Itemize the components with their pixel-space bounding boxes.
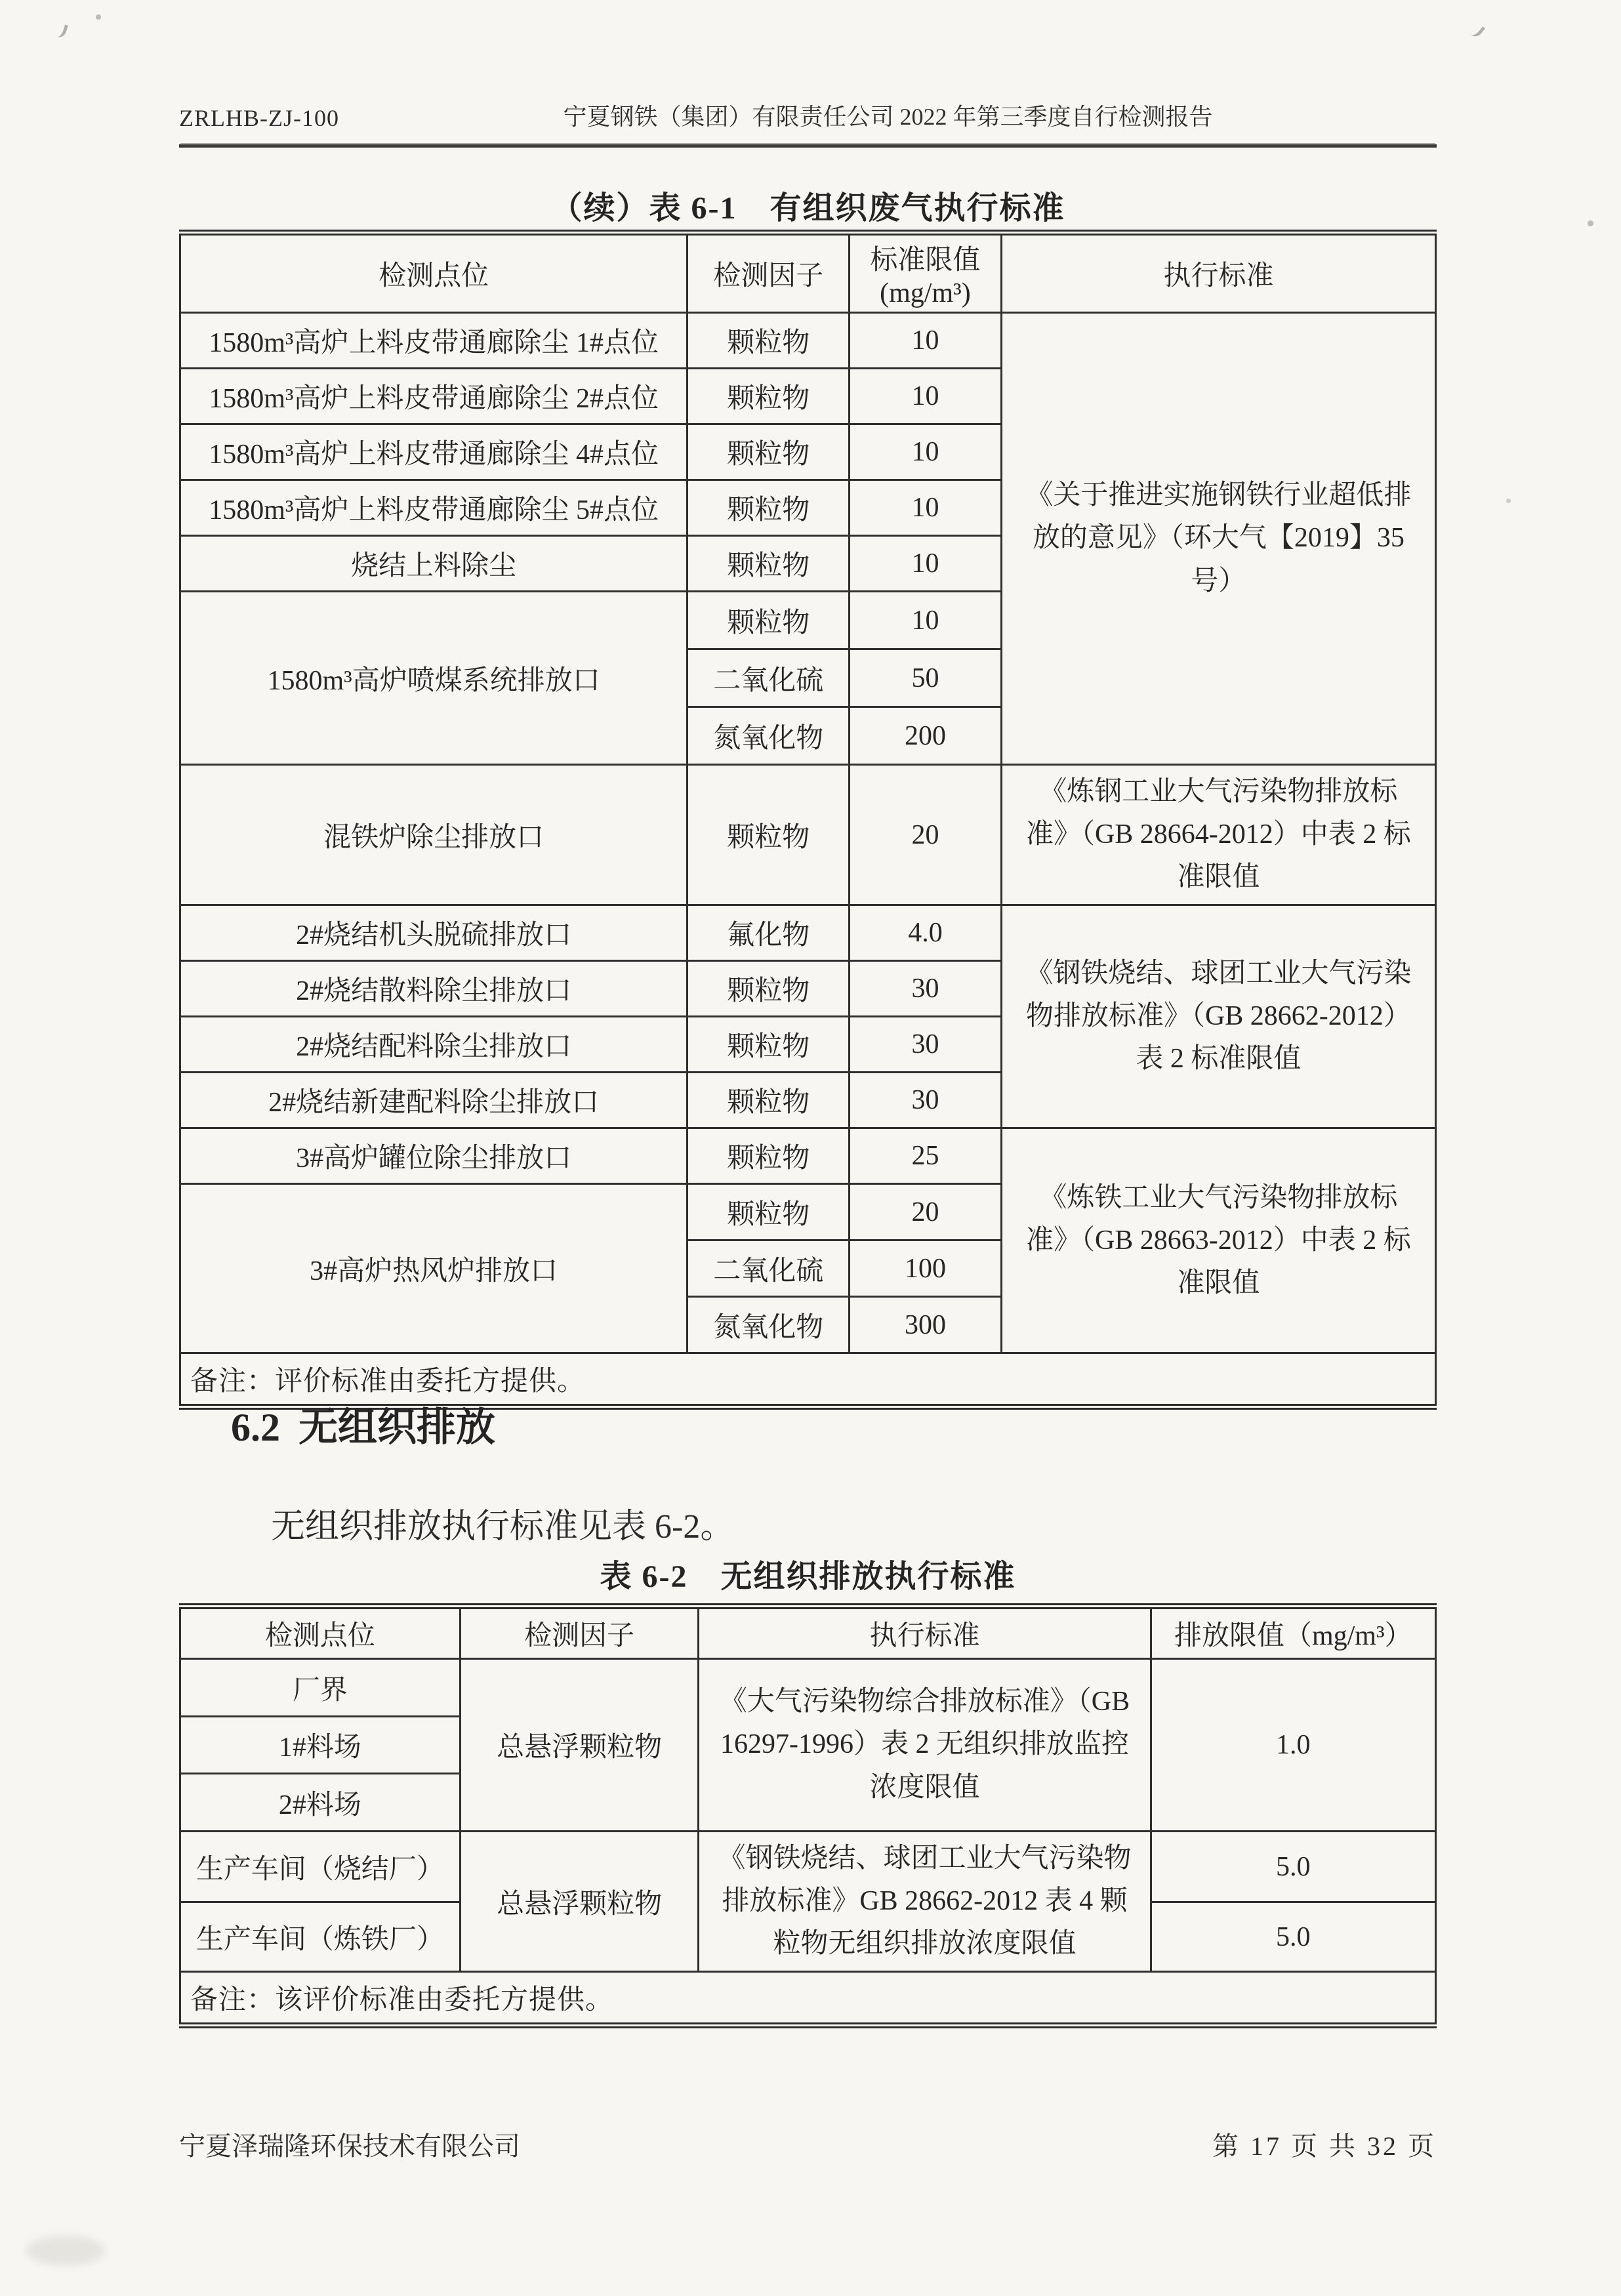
limit-cell: 10 bbox=[850, 424, 1002, 480]
scan-artifact bbox=[1506, 499, 1511, 503]
limit-cell: 30 bbox=[850, 1017, 1002, 1073]
factor-cell: 氮氧化物 bbox=[687, 707, 850, 765]
table-header-row bbox=[180, 1607, 1436, 1659]
table1-title: （续）表 6-1 有组织废气执行标准 bbox=[550, 191, 1065, 226]
factor-cell: 颗粒物 bbox=[687, 1017, 850, 1073]
report-title: 宁夏钢铁（集团）有限责任公司 2022 年第三季度自行检测报告 bbox=[563, 104, 1213, 130]
factor-cell: 颗粒物 bbox=[687, 536, 850, 592]
column-header-point: 检测点位 bbox=[180, 1607, 461, 1659]
point-cell: 1580m³高炉上料皮带通廊除尘 5#点位 bbox=[180, 480, 687, 536]
scan-artifact bbox=[96, 14, 101, 20]
factor-cell: 颗粒物 bbox=[687, 765, 850, 905]
table-row bbox=[180, 905, 1436, 961]
document-code: ZRLHB-ZJ-100 bbox=[179, 105, 339, 131]
factor-cell: 颗粒物 bbox=[687, 1128, 850, 1184]
limit-cell: 5.0 bbox=[1151, 1902, 1436, 1972]
standard-cell: 《钢铁烧结、球团工业大气污染物排放标准》（GB 28662-2012）表 2 标准限值 bbox=[1001, 905, 1435, 1128]
point-cell: 1#料场 bbox=[180, 1717, 461, 1774]
limit-cell: 10 bbox=[850, 313, 1002, 369]
table-note-row bbox=[180, 1972, 1436, 2026]
limit-cell: 10 bbox=[850, 592, 1002, 649]
point-cell: 2#料场 bbox=[180, 1774, 461, 1832]
point-cell: 生产车间（炼铁厂） bbox=[180, 1902, 461, 1972]
factor-cell: 氟化物 bbox=[687, 905, 850, 961]
point-cell: 2#烧结机头脱硫排放口 bbox=[180, 905, 687, 961]
factor-cell: 总悬浮颗粒物 bbox=[460, 1832, 699, 1972]
limit-cell: 1.0 bbox=[1151, 1659, 1436, 1832]
column-header-factor: 检测因子 bbox=[460, 1607, 699, 1659]
limit-cell: 10 bbox=[850, 480, 1002, 536]
limit-cell: 200 bbox=[850, 707, 1002, 765]
table-row bbox=[180, 765, 1436, 905]
limit-cell: 20 bbox=[850, 1184, 1002, 1240]
point-cell: 烧结上料除尘 bbox=[180, 536, 687, 592]
standard-cell: 《大气污染物综合排放标准》（GB 16297-1996）表 2 无组织排放监控浓度限值 bbox=[699, 1659, 1151, 1832]
limit-cell: 5.0 bbox=[1151, 1832, 1436, 1902]
limit-cell: 20 bbox=[850, 765, 1002, 905]
point-cell: 1580m³高炉喷煤系统排放口 bbox=[180, 592, 687, 765]
scan-artifact bbox=[26, 2236, 105, 2266]
scan-artifact bbox=[54, 22, 68, 39]
point-cell: 1580m³高炉上料皮带通廊除尘 2#点位 bbox=[180, 369, 687, 424]
table-row bbox=[180, 1128, 1436, 1184]
limit-cell: 50 bbox=[850, 649, 1002, 707]
limit-cell: 10 bbox=[850, 369, 1002, 424]
table-note: 备注：评价标准由委托方提供。 bbox=[180, 1353, 1436, 1407]
column-header-standard: 执行标准 bbox=[699, 1607, 1151, 1659]
limit-cell: 25 bbox=[850, 1128, 1002, 1184]
point-cell: 1580m³高炉上料皮带通廊除尘 4#点位 bbox=[180, 424, 687, 480]
point-cell: 3#高炉罐位除尘排放口 bbox=[180, 1128, 687, 1184]
column-header-factor: 检测因子 bbox=[687, 233, 850, 313]
limit-cell: 30 bbox=[850, 1073, 1002, 1128]
standard-cell: 《炼钢工业大气污染物排放标准》（GB 28664-2012）中表 2 标准限值 bbox=[1001, 765, 1435, 905]
column-header-point: 检测点位 bbox=[180, 233, 687, 313]
limit-header-line1: 标准限值 bbox=[870, 245, 981, 276]
footer-company: 宁夏泽瑞隆环保技术有限公司 bbox=[179, 2131, 520, 2161]
scan-artifact bbox=[1588, 220, 1593, 226]
table-row bbox=[180, 1832, 1436, 1902]
table-note: 备注：该评价标准由委托方提供。 bbox=[180, 1972, 1436, 2026]
table-fugitive-emission-standards bbox=[179, 1603, 1437, 2028]
footer-page-number: 第 17 页 共 32 页 bbox=[1212, 2131, 1437, 2161]
point-cell: 2#烧结新建配料除尘排放口 bbox=[180, 1073, 687, 1128]
point-cell: 生产车间（烧结厂） bbox=[180, 1832, 461, 1902]
point-cell: 2#烧结散料除尘排放口 bbox=[180, 961, 687, 1017]
factor-cell: 二氧化硫 bbox=[687, 649, 850, 707]
limit-cell: 100 bbox=[850, 1240, 1002, 1297]
table-row bbox=[180, 313, 1436, 369]
factor-cell: 二氧化硫 bbox=[687, 1240, 850, 1297]
factor-cell: 颗粒物 bbox=[687, 1073, 850, 1128]
point-cell: 3#高炉热风炉排放口 bbox=[180, 1184, 687, 1353]
standard-cell: 《钢铁烧结、球团工业大气污染物排放标准》GB 28662-2012 表 4 颗粒物无组织排放浓度限值 bbox=[699, 1832, 1151, 1972]
factor-cell: 颗粒物 bbox=[687, 480, 850, 536]
factor-cell: 颗粒物 bbox=[687, 1184, 850, 1240]
table-organized-emission-standards bbox=[179, 230, 1437, 1410]
table-row bbox=[180, 1659, 1436, 1717]
factor-cell: 颗粒物 bbox=[687, 424, 850, 480]
table-header-row bbox=[180, 233, 1436, 313]
factor-cell: 颗粒物 bbox=[687, 961, 850, 1017]
column-header-limit: 排放限值（mg/m³） bbox=[1151, 1607, 1436, 1659]
page-header bbox=[179, 98, 1437, 132]
page-footer bbox=[179, 2125, 1437, 2163]
section-heading bbox=[231, 1396, 495, 1452]
point-cell: 厂界 bbox=[180, 1659, 461, 1717]
limit-cell: 4.0 bbox=[850, 905, 1002, 961]
column-header-standard: 执行标准 bbox=[1001, 233, 1435, 313]
point-cell: 混铁炉除尘排放口 bbox=[180, 765, 687, 905]
limit-cell: 10 bbox=[850, 536, 1002, 592]
factor-cell: 总悬浮颗粒物 bbox=[460, 1659, 699, 1832]
limit-cell: 30 bbox=[850, 961, 1002, 1017]
scan-artifact bbox=[1469, 22, 1486, 39]
header-divider bbox=[179, 144, 1437, 148]
point-cell: 2#烧结配料除尘排放口 bbox=[180, 1017, 687, 1073]
limit-cell: 300 bbox=[850, 1297, 1002, 1353]
section-title: 无组织排放 bbox=[298, 1406, 495, 1449]
body-paragraph: 无组织排放执行标准见表 6-2。 bbox=[271, 1508, 735, 1546]
column-header-limit bbox=[850, 233, 1002, 313]
factor-cell: 颗粒物 bbox=[687, 313, 850, 369]
section-number: 6.2 bbox=[231, 1406, 280, 1449]
factor-cell: 颗粒物 bbox=[687, 369, 850, 424]
factor-cell: 颗粒物 bbox=[687, 592, 850, 649]
limit-header-line2: (mg/m³) bbox=[880, 278, 971, 308]
factor-cell: 氮氧化物 bbox=[687, 1297, 850, 1353]
table2-title: 表 6-2 无组织排放执行标准 bbox=[600, 1559, 1016, 1594]
point-cell: 1580m³高炉上料皮带通廊除尘 1#点位 bbox=[180, 313, 687, 369]
standard-cell: 《炼铁工业大气污染物排放标准》（GB 28663-2012）中表 2 标准限值 bbox=[1001, 1128, 1435, 1353]
standard-cell: 《关于推进实施钢铁行业超低排放的意见》（环大气【2019】35 号） bbox=[1001, 313, 1435, 765]
